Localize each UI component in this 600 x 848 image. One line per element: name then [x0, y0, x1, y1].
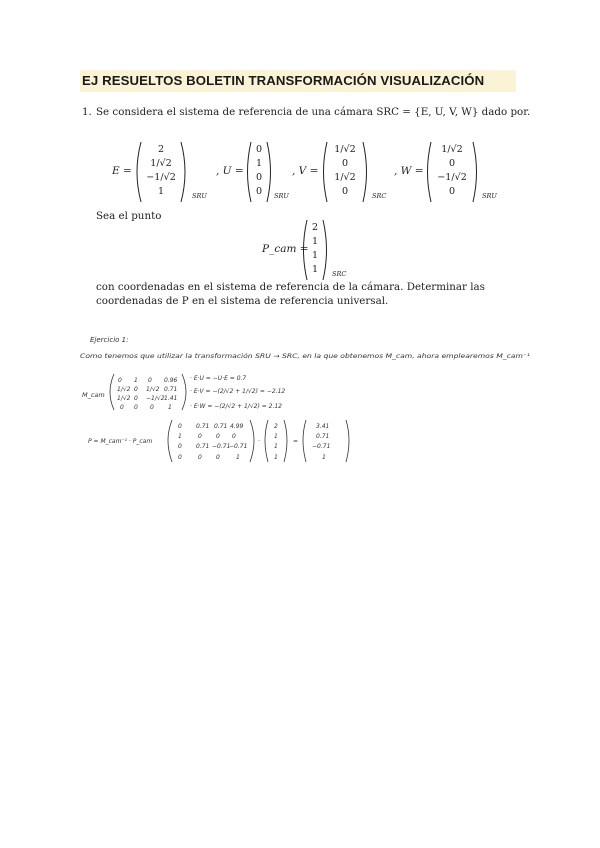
vector-u	[244, 140, 274, 202]
vector-entry: 0	[255, 186, 263, 197]
matrix-cell: 0	[148, 377, 152, 384]
vector-definitions	[0, 140, 600, 210]
matrix-cell: 4.99	[230, 423, 244, 430]
matrix-cell: 0	[118, 377, 122, 384]
handwritten-note: · E·U = −U·E = 0.7	[190, 375, 247, 382]
point-label: P_cam =	[262, 243, 309, 255]
matrix-cell: 0	[232, 433, 236, 440]
vector-entry: 1	[255, 158, 263, 169]
matrix-cell: 1/√2	[117, 395, 131, 402]
matrix-cell: 1	[178, 433, 182, 440]
matrix-cell: 1/√2	[146, 386, 160, 393]
handwritten-note: · E·W = −(2/√2 + 1/√2) = 2.12	[190, 403, 282, 410]
vector-entry: 1/√2	[334, 172, 356, 183]
vector-cell: 1	[274, 433, 278, 440]
vector-subscript: SRC	[372, 192, 387, 200]
vector-entry: 0	[255, 172, 263, 183]
matrix-cell: 0	[134, 386, 138, 393]
matrix-cell: 1	[134, 377, 138, 384]
handwritten-note: · E·V = −(2/√2 + 1/√2) = −2.12	[190, 388, 286, 395]
matrix-cell: 1	[236, 454, 240, 461]
vector-label-w: , W =	[394, 165, 424, 177]
matrix-cell: 0	[134, 395, 138, 402]
vector-entry: 1	[311, 250, 319, 261]
handwriting-canvas	[0, 330, 600, 480]
vector-subscript: SRU	[274, 192, 289, 200]
vector-entry: 0	[448, 158, 456, 169]
page-title: EJ RESUELTOS BOLETIN TRANSFORMACIÓN VISUALIZACIÓN	[80, 70, 516, 92]
problem-statement	[82, 106, 530, 118]
vector-label-e: E =	[112, 165, 132, 177]
matrix-cell: 0.71	[214, 423, 228, 430]
matrix-cell: 0	[216, 433, 220, 440]
matrix-cell: 0	[134, 404, 138, 411]
problem-text: Se considera el sistema de referencia de una cámara SRC = {E, U, V, W} dado por.	[96, 106, 531, 118]
matrix-cell: 0.71	[164, 386, 178, 393]
vector-entry: 2	[157, 144, 165, 155]
matrix-cell: −0.71	[229, 443, 248, 450]
matrix-cell: 1/√2	[117, 386, 131, 393]
matrix-cell: 0	[120, 404, 124, 411]
handwritten-result-label: P = M_cam⁻¹ · P_cam	[88, 438, 153, 445]
vector-entry: 1/√2	[150, 158, 172, 169]
vector-w	[424, 140, 480, 202]
matrix-cell: 1	[168, 404, 172, 411]
vector-entry: 1/√2	[334, 144, 356, 155]
matrix-cell: −0.71	[212, 443, 231, 450]
matrix-cell: 0	[198, 433, 202, 440]
handwritten-heading: Ejercicio 1:	[90, 336, 129, 344]
vector-entry: 2	[311, 222, 319, 233]
vector-cell: 3.41	[316, 423, 330, 430]
vector-e	[133, 140, 177, 202]
vector-entry: 1	[311, 236, 319, 247]
vector-cell: 1	[274, 454, 278, 461]
equals-sign: =	[293, 438, 299, 445]
matrix-cell: 0	[216, 454, 220, 461]
matrix-cell: 0.96	[164, 377, 178, 384]
vector-entry: 0	[341, 186, 349, 197]
vector-entry: −1/√2	[146, 172, 176, 183]
vector-entry: 1	[311, 264, 319, 275]
vector-entry: 0	[341, 158, 349, 169]
vector-cell: 1	[322, 454, 326, 461]
vector-cell: 0.71	[316, 433, 330, 440]
vector-cell: 1	[274, 443, 278, 450]
vector-cell: −0.71	[312, 443, 331, 450]
point-subscript: SRC	[332, 270, 347, 278]
matrix-cell: 1.41	[164, 395, 178, 402]
problem-number: 1.	[82, 106, 92, 118]
matrix-cell: 0	[198, 454, 202, 461]
matrix-cell: 0.71	[196, 423, 210, 430]
point-intro: Sea el punto	[96, 210, 162, 222]
vector-entry: 1/√2	[441, 144, 463, 155]
vector-label-u: , U =	[216, 165, 244, 177]
problem-question: con coordenadas en el sistema de referencia de la cámara. Determinar las coordenadas de P en el sistema de referencia universal.	[96, 281, 485, 307]
vector-entry: 1	[157, 186, 165, 197]
vector-label-v: , V =	[292, 165, 319, 177]
vector-v	[320, 140, 370, 202]
matrix-cell: −1/√2	[146, 395, 165, 402]
matrix-cell: 0	[178, 443, 182, 450]
matrix-cell: 0	[150, 404, 154, 411]
vector-entry: 0	[448, 186, 456, 197]
vector-subscript: SRU	[192, 192, 207, 200]
matrix-cell: 0	[178, 454, 182, 461]
vector-entry: −1/√2	[437, 172, 467, 183]
point-vector	[300, 218, 330, 280]
handwritten-matrix-label: M_cam	[82, 391, 105, 399]
handwritten-line: Como tenemos que utilizar la transformación SRU → SRC, en la que obtenemos M_cam, ahora emplearemos M_cam⁻¹	[80, 353, 446, 360]
matrix-cell: 0.71	[196, 443, 210, 450]
multiply-sign: ·	[258, 438, 260, 445]
matrix-cell: 0	[178, 423, 182, 430]
vector-subscript: SRU	[482, 192, 497, 200]
vector-cell: 2	[274, 423, 278, 430]
handwritten-solution	[0, 330, 600, 480]
vector-entry: 0	[255, 144, 263, 155]
